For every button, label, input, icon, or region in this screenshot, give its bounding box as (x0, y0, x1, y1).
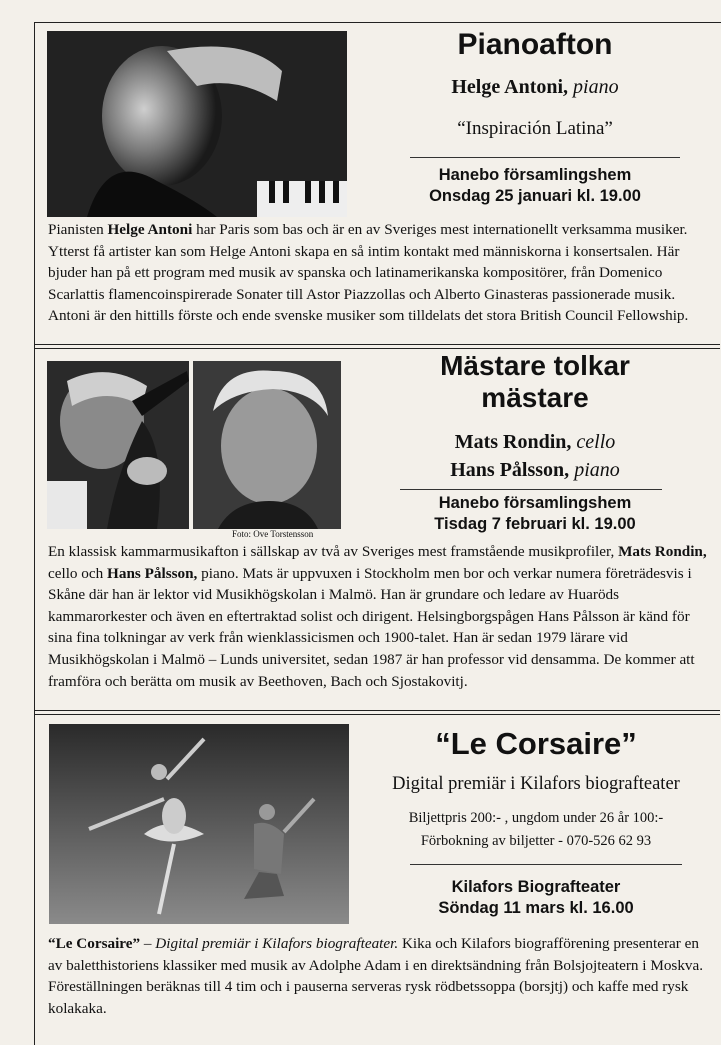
event3-booking: Förbokning av biljetter - 070-526 62 93 (420, 833, 652, 849)
performer-instrument: piano (573, 76, 619, 98)
event2-date: Tisdag 7 februari kl. 19.00 (434, 515, 636, 533)
event2-description: En klassisk kammarmusikafton i sällskap av två av Sveriges mest framstående musikprofiler, Mats Rondin, cello och Hans Pålsson, piano. Mats är uppvuxen i Stockholm men bor och verkar numera företrädesvis i Skåne där han är lektor vid Musikhögskolan i Malmö. Han är grundare och ledare av Huaröds kammarorkester och även en eftertraktad solist och dirigent. Helsingborgspågen Hans Pålsson är känd för sina fina tolkningar av verk från wienklassicismen och 1900-talet. Han är sedan 1979 lärare vid Musikhögskolan i Malmö – Lunds universitet, sedan 1987 är han professor vid densamma. De kommer att framföra och berätta om musik av Beethoven, Bach och Sjostakovitj. (48, 543, 707, 690)
performer1: Mats Rondin, cello (454, 431, 616, 453)
event1-title: Pianoafton (457, 28, 613, 61)
pianist-photo (47, 31, 347, 217)
section-divider (34, 710, 720, 715)
event1-date: Onsdag 25 januari kl. 19.00 (429, 187, 641, 205)
event2-venue: Hanebo församlingshem (438, 494, 632, 512)
event3-subtitle: Digital premiär i Kilafors biografteater (392, 774, 680, 794)
divider (400, 489, 662, 490)
cellist-photo (47, 361, 189, 529)
divider (410, 864, 682, 865)
event3-price: Biljettpris 200:- , ungdom under 26 år 100:- (408, 810, 664, 826)
event2-venue-block (350, 493, 720, 535)
ballet-photo (49, 724, 349, 924)
event3-venue: Kilafors Biografteater (451, 878, 621, 896)
event3-description: “Le Corsaire” – Digital premiär i Kilafors biografteater. Kika och Kilafors biografförening presenterar en av baletthistoriens klassiker med musik av Adolphe Adam i en direktsändning från Bolsjojteatern i Moskva. Föreställningen beräknas till 4 tim och i pauserna serveras rysk rödbetssoppa (borsjtj) och kaffe med rysk kolakaka. (48, 935, 704, 1017)
section-divider (34, 344, 720, 349)
event1-program: “Inspiración Latina” (457, 118, 613, 139)
event2-title: Mästare tolkar mästare (440, 350, 630, 413)
event3-venue-block (355, 877, 717, 919)
event3-title: “Le Corsaire” (435, 726, 637, 761)
event1-performer (355, 76, 715, 99)
event3-date: Söndag 11 mars kl. 16.00 (438, 899, 634, 917)
divider (410, 157, 680, 158)
event1-venue-block (355, 165, 715, 207)
performer2: Hans Pålsson, piano (450, 459, 620, 481)
event1-description: Pianisten Helge Antoni har Paris som bas och är en av Sveriges mest internationellt verksamma musiker. Ytterst få artister kan som Helge Antoni skapa en så intim kontakt med människorna i konsertsalen. Här bjuder han på ett program med musik av spanska och latinamerikanska kompositörer, från Domenico Scarlattis flamencoinspirerade Sonater till Astor Piazzollas och Alberto Ginasteras passionerade musik. Antoni är den hittills förste och ende svenske musiker som tilldelats det stora British Council Fellowship. (48, 221, 689, 325)
event1-venue: Hanebo församlingshem (438, 166, 632, 184)
photo-credit: Foto: Ove Torstensson (232, 529, 314, 539)
body-bold: Helge Antoni (107, 221, 193, 238)
event2-performers (350, 428, 720, 484)
pianist2-photo (193, 361, 341, 529)
performer-name: Helge Antoni, (451, 76, 569, 98)
